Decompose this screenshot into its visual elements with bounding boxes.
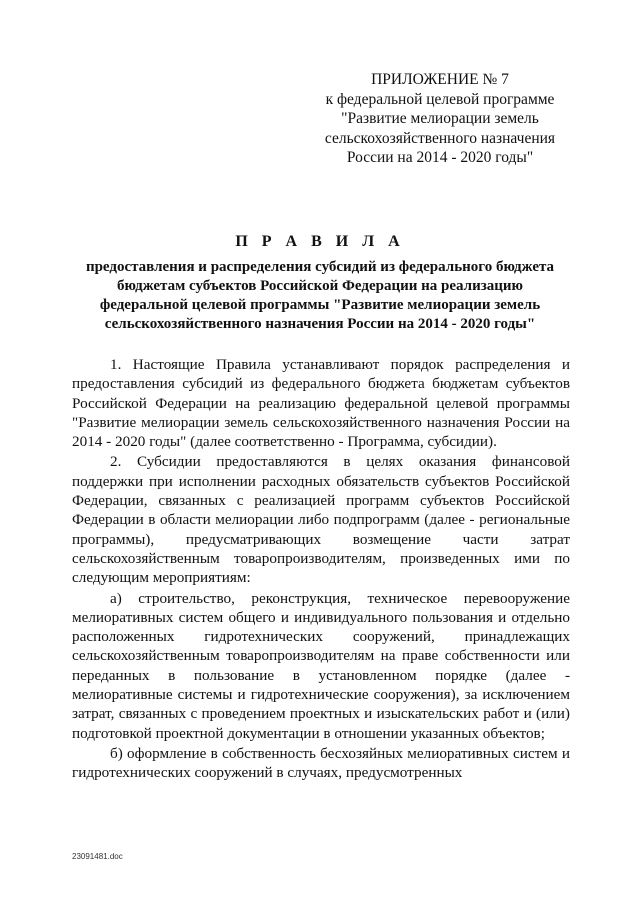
document-body	[72, 355, 570, 783]
appendix-line: "Развитие мелиорации земель	[341, 110, 539, 127]
appendix-number: ПРИЛОЖЕНИЕ № 7	[371, 71, 509, 88]
appendix-line: сельскохозяйственного назначения	[324, 129, 556, 147]
paragraph-1: 1. Настоящие Правила устанавливают порядок распределения и предоставления субсидий из федерального бюджета бюджетам субъектов Российской Федерации на реализацию федеральной целевой программы "Развитие мелиорации земель сельскохозяйственного назначения России на 2014 - 2020 годы" (далее соответственно - Программа, субсидии).	[72, 356, 570, 451]
subtitle-line: сельскохозяйственного назначения России на 2014 - 2020 годы"	[104, 316, 536, 332]
paragraph-2a: а) строительство, реконструкция, техническое перевооружение мелиоративных систем общего и индивидуального пользования и отдельно расположенных гидротехнических сооружений, принадлежащих сельскохозяйственным товаропроизводителям на праве собственности или переданных в пользование в установленном порядке (далее - мелиоративные системы и гидротехнические сооружения), за исключением затрат, связанных с проведением проектных и изыскательских работ и (или) подготовкой проектной документации в отношении указанных объектов;	[72, 589, 570, 742]
appendix-line: к федеральной целевой программе	[325, 90, 555, 108]
appendix-line: России на 2014 - 2020 годы"	[346, 149, 534, 166]
paragraph-2b: б) оформление в собственность бесхозяйных мелиоративных систем и гидротехнических сооружений в случаях, предусмотренных	[72, 744, 570, 782]
subtitle-line: бюджетам субъектов Российской Федерации на реализацию	[117, 278, 523, 294]
paragraph-2: 2. Субсидии предоставляются в целях оказания финансовой поддержки при исполнении расходных обязательств субъектов Российской Федерации, связанных с реализацией программ субъектов Российской Федерации в области мелиорации либо подпрограмм (далее - региональные программы), предусматривающих возмещение части затрат сельскохозяйственным товаропроизводителям, произведенных ими по следующим мероприятиям:	[72, 453, 570, 587]
document-title: П Р А В И Л А	[235, 233, 405, 250]
appendix-header	[310, 70, 570, 168]
document-subtitle	[60, 258, 580, 334]
file-code: 23091481.doc	[72, 852, 123, 861]
subtitle-line: федеральной целевой программы "Развитие мелиорации земель	[99, 297, 541, 313]
subtitle-line: предоставления и распределения субсидий из федерального бюджета	[85, 259, 555, 275]
